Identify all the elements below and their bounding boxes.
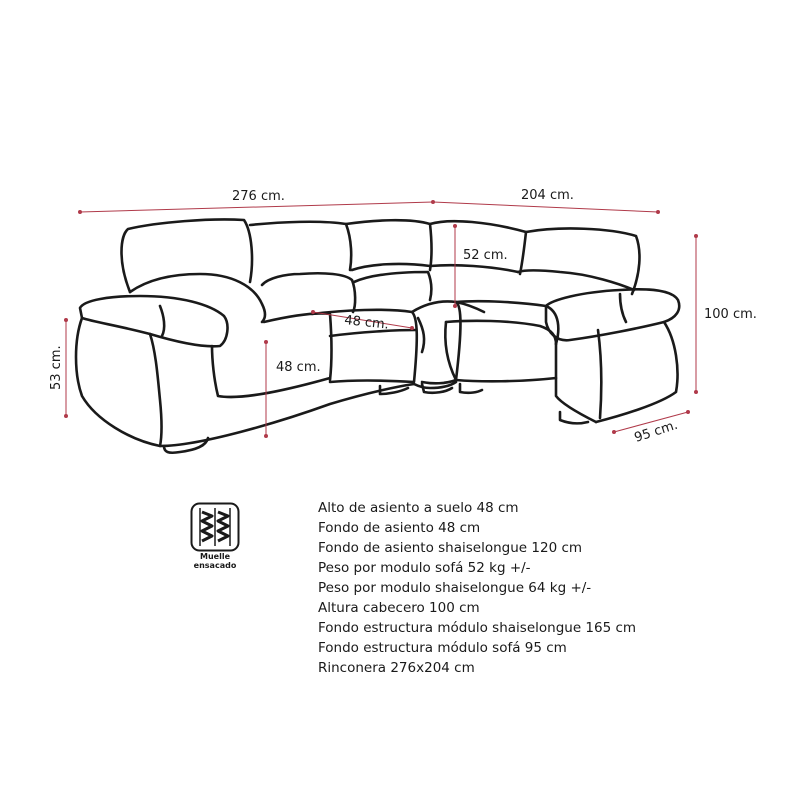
spec-item: Rinconera 276x204 cm <box>318 660 475 676</box>
right-inner-foot <box>460 384 482 393</box>
back-cushion-3 <box>346 220 432 270</box>
spec-item: Altura cabecero 100 cm <box>318 600 480 616</box>
seat-depth-label: 48 cm. <box>343 313 390 333</box>
badge-label-2: ensacado <box>193 561 237 570</box>
spec-item: Peso por modulo shaiselongue 64 kg +/- <box>318 580 592 596</box>
spec-item: Fondo de asiento shaiselongue 120 cm <box>318 540 583 556</box>
seat-height-label: 48 cm. <box>276 360 321 375</box>
left-height-label: 53 cm. <box>49 345 64 390</box>
right-foot <box>560 412 588 423</box>
left-armrest <box>80 296 227 346</box>
back-cushion-2 <box>250 222 351 270</box>
spec-item: Peso por modulo sofá 52 kg +/- <box>318 560 531 576</box>
right-front-panel <box>596 322 678 422</box>
left-width-label: 276 cm. <box>232 189 285 204</box>
left-front-panel <box>76 318 414 446</box>
total-height-label: 100 cm. <box>704 307 757 322</box>
spec-item: Fondo de asiento 48 cm <box>318 520 481 536</box>
spec-item: Alto de asiento a suelo 48 cm <box>318 500 519 516</box>
right-seat-front <box>456 378 556 381</box>
backrest-height-label: 52 cm. <box>463 248 508 263</box>
sofa-outline <box>76 219 679 452</box>
right-armrest <box>546 289 679 340</box>
left-back-cushion <box>122 219 253 292</box>
badge-label-1: Muelle <box>200 552 230 561</box>
right-width-label: 204 cm. <box>521 188 574 203</box>
spec-item: Fondo estructura módulo shaiselongue 165 cm <box>318 620 637 636</box>
spec-list <box>318 498 636 678</box>
spec-item: Fondo estructura módulo sofá 95 cm <box>318 640 567 656</box>
right-width-line <box>433 202 658 212</box>
module-depth-label: 95 cm. <box>632 417 680 446</box>
